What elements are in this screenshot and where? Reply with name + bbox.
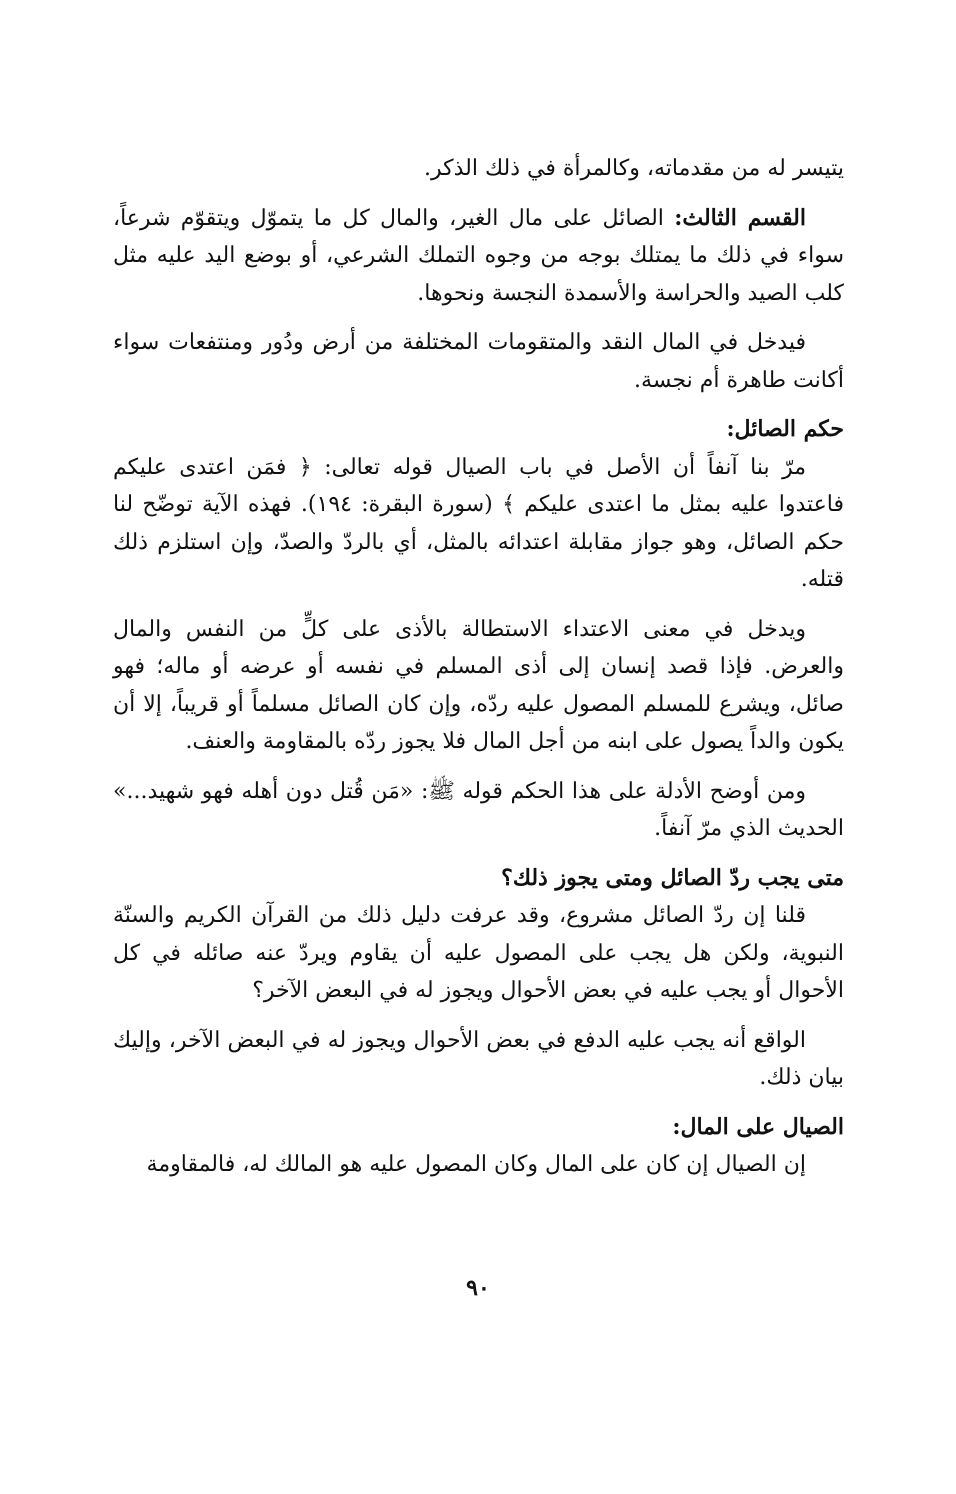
heading-ruling-of-aggressor: حكم الصائل: <box>726 416 844 442</box>
paragraph-7: قلنا إن ردّ الصائل مشروع، وقد عرفت دليل ذلك من القرآن الكريم والسنّة النبوية، ولكن هل يجب على المصول عليه أن يقاوم ويردّ عنه صائله في كل الأحوال أو يجب عليه في بعض الأحوال ويجوز له في البعض الآخر؟ <box>113 903 844 1003</box>
paragraph-5: ويدخل في معنى الاعتداء الاستطالة بالأذى على كلٍّ من النفس والمال والعرض. فإذا قصد إنسان إلى أذى المسلم في نفسه أو عرضه أو ماله؛ فهو صائل، ويشرع للمسلم المصول عليه ردّه، وإن كان الصائل مسلماً أو قريباً، إلا أن يكون والداً يصول على ابنه من أجل المال فلا يجوز ردّه بالمقاومة والعنف. <box>113 616 844 754</box>
paragraph-2 <box>113 200 844 313</box>
page-number: ٩٠ <box>466 1275 490 1301</box>
paragraph-2-text: الصائل على مال الغير، والمال كل ما يتموّل ويتقوّم شرعاً، سواء في ذلك ما يمتلك بوجه من وجوه التملك الشرعي، أو بوضع اليد عليه مثل كلب الصيد والحراسة والأسمدة النجسة ونحوها. <box>113 205 844 306</box>
heading-assault-on-property: الصيال على المال: <box>672 1113 844 1140</box>
paragraph-1: يتيسر له من مقدماته، وكالمرأة في ذلك الذكر. <box>424 156 844 181</box>
paragraph-6: ومن أوضح الأدلة على هذا الحكم قوله ﷺ: «مَن قُتل دون أهله فهو شهيد...» الحديث الذي مرّ آنفاً. <box>113 778 844 841</box>
section-label-third-part: القسم الثالث: <box>674 204 806 231</box>
paragraph-9: إن الصيال إن كان على المال وكان المصول عليه هو المالك له، فالمقاومة <box>146 1152 806 1177</box>
paragraph-4: مرّ بنا آنفاً أن الأصل في باب الصيال قوله تعالى: ﴿ فمَن اعتدى عليكم فاعتدوا عليه بمثل ما اعتدى عليكم ﴾ (سورة البقرة: ١٩٤). فهذه الآية توضّح لنا حكم الصائل، وهو جواز مقابلة اعتدائه بالمثل، أي بالردّ والصدّ، وإن استلزم ذلك قتله. <box>113 454 844 592</box>
paragraph-3: فيدخل في المال النقد والمتقومات المختلفة من أرض ودُور ومنتفعات سواء أكانت طاهرة أم نجسة. <box>113 330 844 393</box>
heading-when-obligatory: متى يجب ردّ الصائل ومتى يجوز ذلك؟ <box>501 864 844 891</box>
page-body <box>113 150 844 1184</box>
paragraph-8: الواقع أنه يجب عليه الدفع في بعض الأحوال ويجوز له في البعض الآخر، وإليك بيان ذلك. <box>113 1027 844 1090</box>
